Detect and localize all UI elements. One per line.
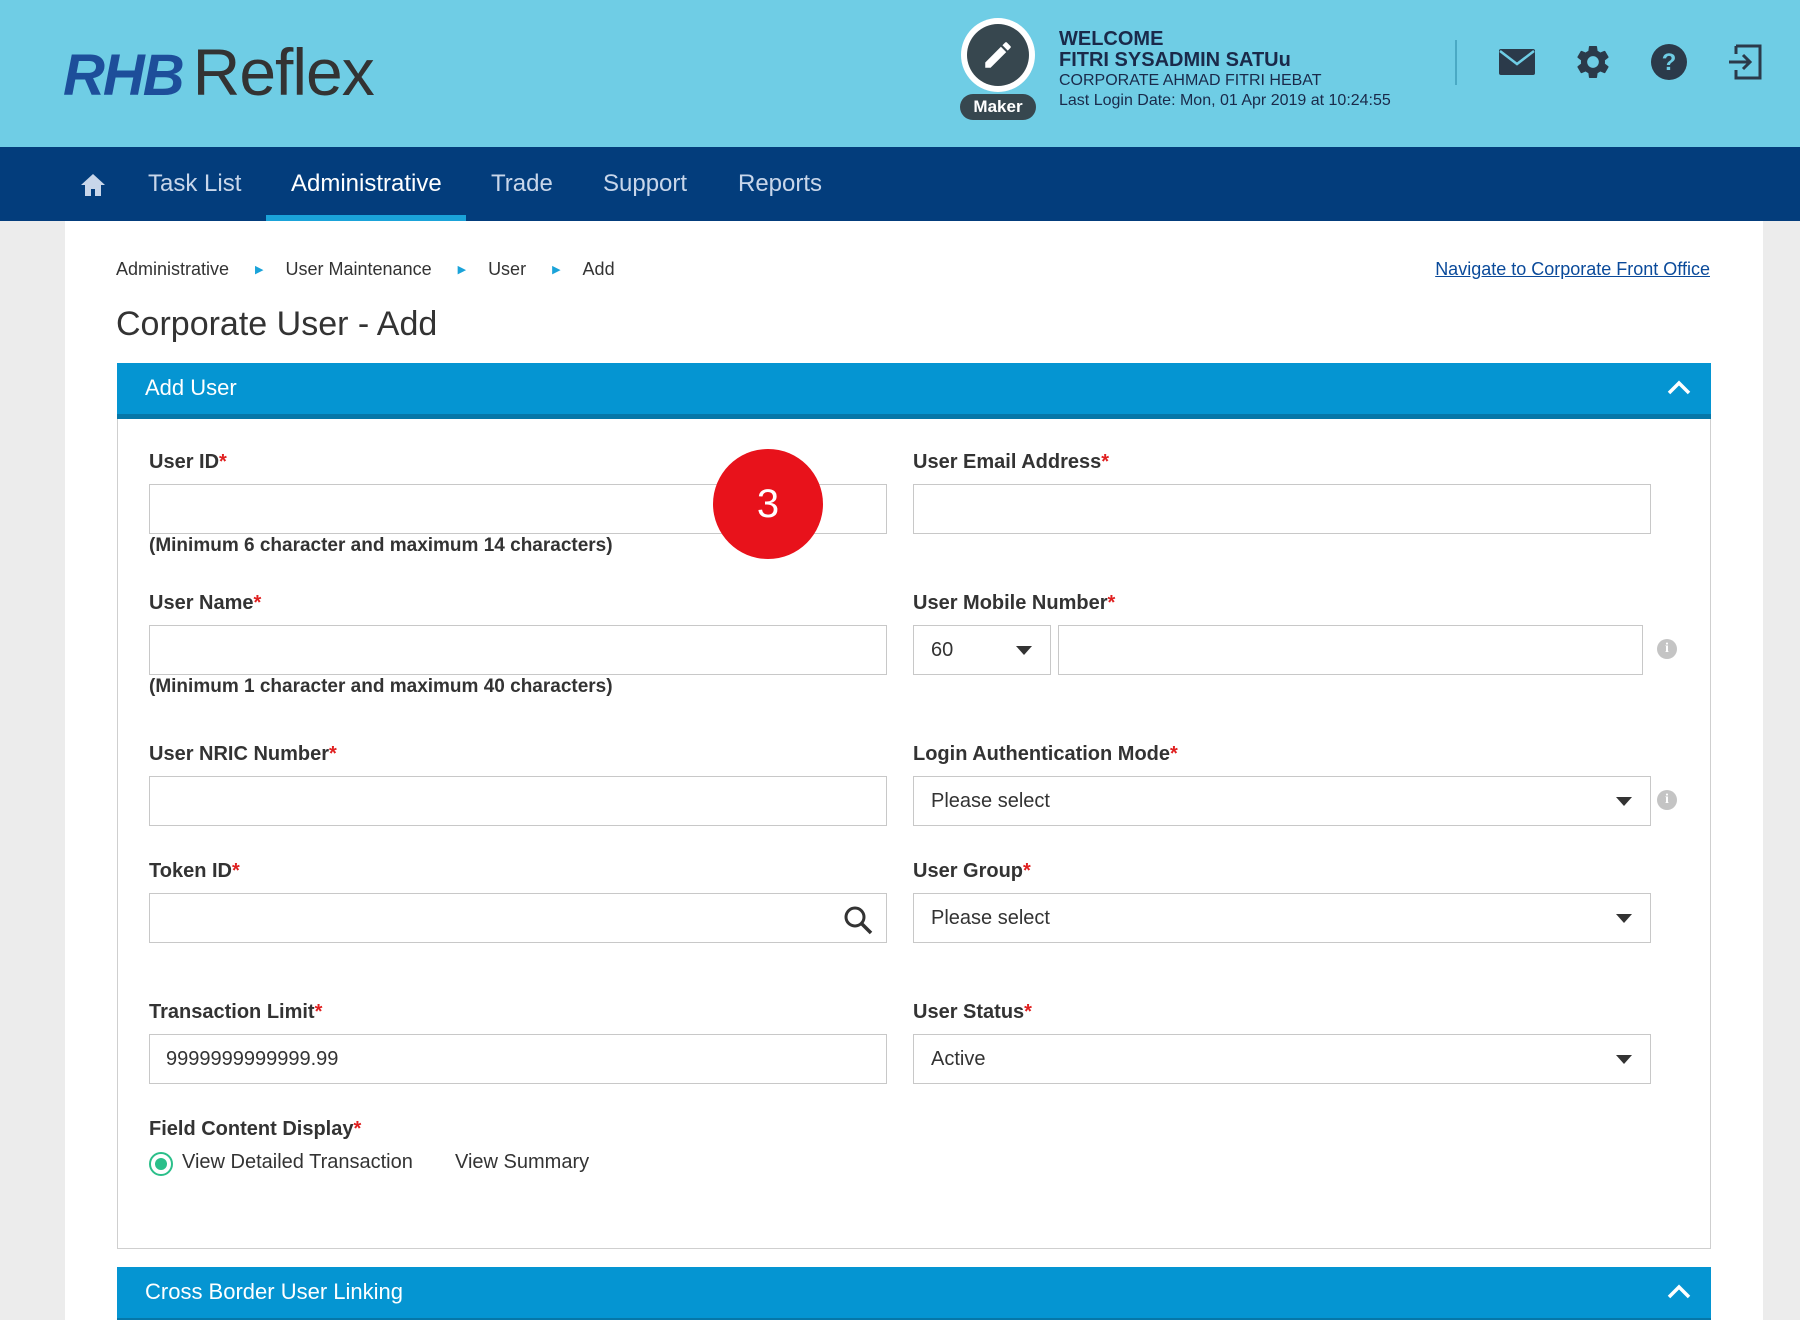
- breadcrumb-administrative[interactable]: Administrative: [116, 259, 230, 279]
- mobile-number-input[interactable]: [1058, 625, 1643, 675]
- add-user-section-header[interactable]: [117, 363, 1711, 419]
- welcome-block: [1059, 29, 1459, 111]
- add-user-section-title: Add User: [145, 375, 237, 400]
- chevron-up-icon[interactable]: [1667, 379, 1691, 395]
- nav-support[interactable]: Support: [603, 170, 688, 197]
- nav-administrative[interactable]: Administrative: [291, 170, 442, 197]
- user-id-label: User ID*: [149, 451, 227, 473]
- chevron-down-icon: [1016, 646, 1032, 655]
- corporate-name: CORPORATE AHMAD FITRI HEBAT: [1059, 72, 1322, 89]
- step-number-badge: 3: [713, 449, 823, 559]
- user-group-label: User Group*: [913, 860, 1031, 882]
- user-group-value: Please select: [931, 907, 1050, 929]
- user-email-input[interactable]: [913, 484, 1651, 534]
- user-id-hint: (Minimum 6 character and maximum 14 characters): [149, 535, 613, 556]
- radio-view-detailed[interactable]: [149, 1152, 173, 1176]
- transaction-limit-input[interactable]: [149, 1034, 887, 1084]
- logout-icon[interactable]: [1723, 40, 1767, 84]
- last-login-date: Last Login Date: Mon, 01 Apr 2019 at 10:24:55: [1059, 92, 1391, 109]
- logo-reflex-text: Reflex: [192, 35, 374, 109]
- breadcrumb: [116, 259, 615, 280]
- user-name-hint: (Minimum 1 character and maximum 40 characters): [149, 676, 613, 697]
- chevron-down-icon: [1616, 914, 1632, 923]
- chevron-down-icon: [1616, 797, 1632, 806]
- pencil-icon: [967, 24, 1029, 86]
- cross-border-section-header[interactable]: [117, 1267, 1711, 1320]
- field-content-display-label: Field Content Display*: [149, 1118, 362, 1140]
- nav-task-list[interactable]: Task List: [148, 170, 242, 197]
- auth-mode-info-icon[interactable]: i: [1657, 790, 1677, 810]
- chevron-up-icon[interactable]: [1667, 1283, 1691, 1299]
- user-name-label: User Name*: [149, 592, 262, 614]
- user-group-select[interactable]: [913, 893, 1651, 943]
- help-icon[interactable]: [1647, 40, 1691, 84]
- cross-border-section-title: Cross Border User Linking: [145, 1279, 403, 1304]
- user-nric-label: User NRIC Number*: [149, 743, 337, 765]
- login-auth-mode-label: Login Authentication Mode*: [913, 743, 1178, 765]
- app-header: [0, 0, 1800, 147]
- welcome-label: WELCOME: [1059, 28, 1164, 50]
- header-divider: [1455, 40, 1457, 85]
- country-code-select[interactable]: [913, 625, 1051, 675]
- home-icon[interactable]: [80, 147, 106, 221]
- breadcrumb-add: Add: [582, 259, 615, 279]
- maker-avatar: [961, 18, 1035, 92]
- mail-icon[interactable]: [1495, 40, 1539, 84]
- login-auth-mode-value: Please select: [931, 790, 1050, 812]
- breadcrumb-user[interactable]: User: [488, 259, 527, 279]
- login-auth-mode-select[interactable]: [913, 776, 1651, 826]
- logged-user-name: FITRI SYSADMIN SATUu: [1059, 49, 1291, 71]
- user-status-label: User Status*: [913, 1001, 1032, 1023]
- view-summary-option[interactable]: View Summary: [455, 1151, 590, 1173]
- rhb-reflex-logo[interactable]: [63, 34, 374, 109]
- chevron-down-icon: [1616, 1055, 1632, 1064]
- nav-trade[interactable]: Trade: [491, 170, 553, 197]
- view-detailed-label[interactable]: View Detailed Transaction: [182, 1151, 413, 1173]
- search-icon[interactable]: [843, 905, 873, 935]
- user-email-label: User Email Address*: [913, 451, 1110, 473]
- gear-icon[interactable]: [1571, 40, 1615, 84]
- country-code-value: 60: [931, 639, 954, 661]
- breadcrumb-separator-icon: ▶: [457, 264, 467, 276]
- navigate-front-office-link[interactable]: Navigate to Corporate Front Office: [1435, 259, 1710, 279]
- user-status-select[interactable]: [913, 1034, 1651, 1084]
- user-status-value: Active: [931, 1048, 986, 1070]
- radio-selected-dot: [155, 1158, 167, 1170]
- nav-reports[interactable]: Reports: [738, 170, 823, 197]
- transaction-limit-label: Transaction Limit*: [149, 1001, 323, 1023]
- breadcrumb-separator-icon: ▶: [552, 264, 561, 276]
- user-name-input[interactable]: [149, 625, 887, 675]
- user-nric-input[interactable]: [149, 776, 887, 826]
- breadcrumb-user-maintenance[interactable]: User Maintenance: [285, 259, 432, 279]
- user-mobile-label: User Mobile Number*: [913, 592, 1116, 614]
- mobile-info-icon[interactable]: i: [1657, 639, 1677, 659]
- breadcrumb-separator-icon: ▶: [255, 264, 264, 276]
- svg-text:?: ?: [1661, 49, 1677, 76]
- maker-role-indicator[interactable]: [958, 18, 1038, 122]
- main-nav: [0, 147, 1800, 221]
- token-id-input[interactable]: [149, 893, 887, 943]
- token-id-label: Token ID*: [149, 860, 240, 882]
- maker-badge: Maker: [960, 94, 1036, 120]
- page-title: Corporate User - Add: [116, 305, 438, 343]
- logo-rhb-text: RHB: [63, 43, 183, 108]
